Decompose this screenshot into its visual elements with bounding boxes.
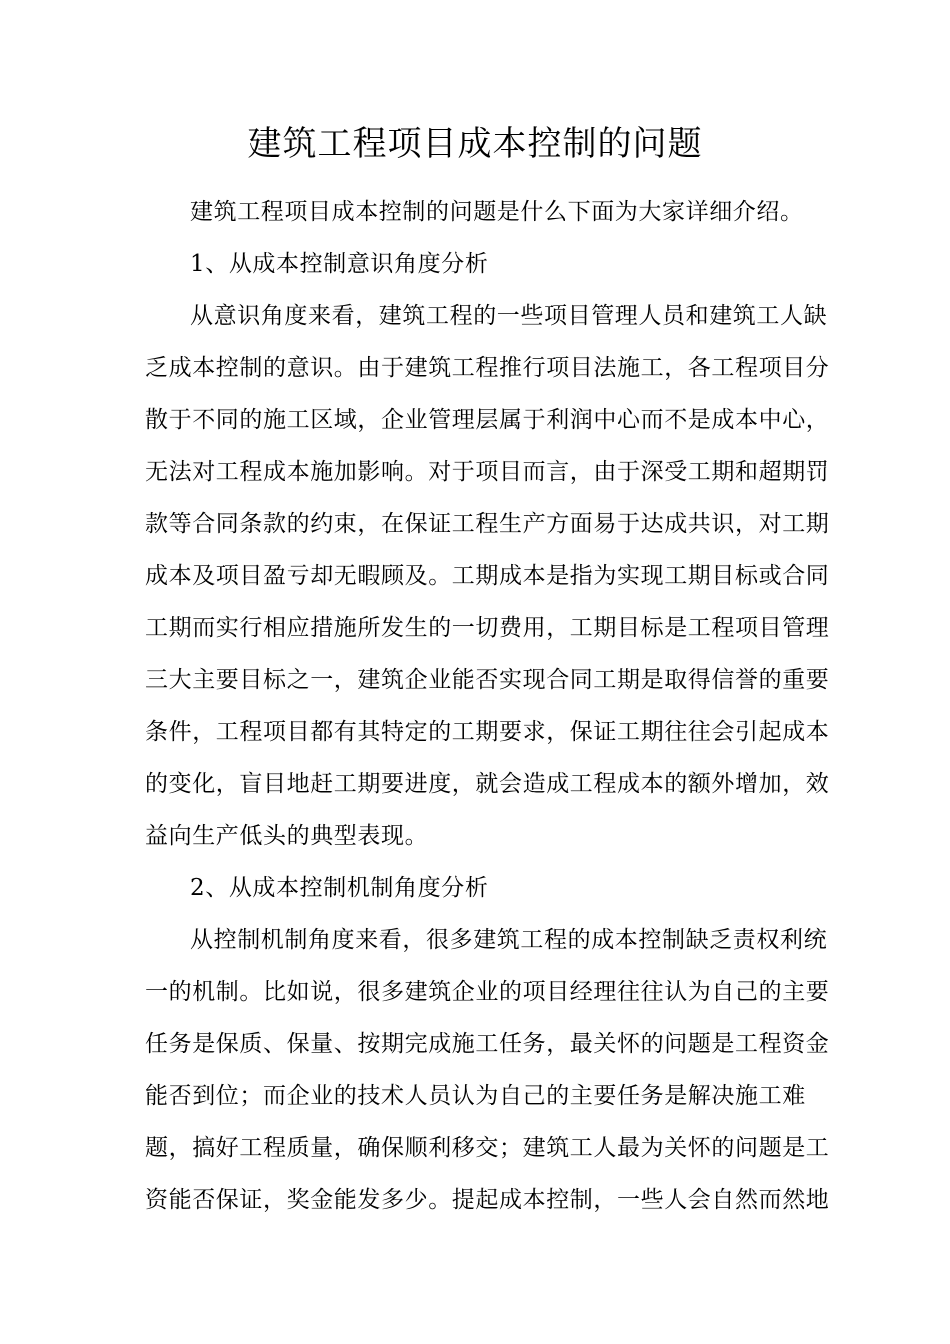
paragraph-line: 能否到位；而企业的技术人员认为自己的主要任务是解决施工难	[145, 1083, 806, 1109]
paragraph-line: 款等合同条款的约束，在保证工程生产方面易于达成共识，对工期	[145, 511, 830, 537]
paragraph-line: 从控制机制角度来看，很多建筑工程的成本控制缺乏责权利统	[190, 927, 828, 953]
paragraph-line: 条件，工程项目都有其特定的工期要求，保证工期往往会引起成本	[145, 719, 830, 745]
paragraph-line: 散于不同的施工区域，企业管理层属于利润中心而不是成本中心，	[145, 407, 830, 433]
paragraph-line: 三大主要目标之一，建筑企业能否实现合同工期是取得信誉的重要	[145, 667, 830, 693]
paragraph-line: 从意识角度来看，建筑工程的一些项目管理人员和建筑工人缺	[190, 303, 828, 329]
document-title: 建筑工程项目成本控制的问题	[247, 124, 703, 164]
paragraph-line: 的变化，盲目地赶工期要进度，就会造成工程成本的额外增加，效	[145, 771, 830, 797]
paragraph-line: 工期而实行相应措施所发生的一切费用，工期目标是工程项目管理	[145, 615, 830, 641]
paragraph-line: 一的机制。比如说，很多建筑企业的项目经理往往认为自己的主要	[145, 979, 830, 1005]
paragraph-line: 资能否保证，奖金能发多少。提起成本控制，一些人会自然而然地	[145, 1187, 830, 1213]
section-heading-1: 1、从成本控制意识角度分析	[190, 251, 489, 277]
paragraph-line: 任务是保质、保量、按期完成施工任务，最关怀的问题是工程资金	[145, 1031, 830, 1057]
paragraph-line: 益向生产低头的典型表现。	[145, 823, 429, 849]
paragraph-line: 成本及项目盈亏却无暇顾及。工期成本是指为实现工期目标或合同	[145, 563, 830, 589]
section-heading-2: 2、从成本控制机制角度分析	[190, 875, 489, 901]
intro-paragraph: 建筑工程项目成本控制的问题是什么下面为大家详细介绍。	[190, 199, 804, 225]
paragraph-line: 无法对工程成本施加影响。对于项目而言，由于深受工期和超期罚	[145, 459, 830, 485]
paragraph-line: 题，搞好工程质量，确保顺利移交；建筑工人最为关怀的问题是工	[145, 1135, 830, 1161]
paragraph-line: 乏成本控制的意识。由于建筑工程推行项目法施工，各工程项目分	[145, 355, 830, 381]
